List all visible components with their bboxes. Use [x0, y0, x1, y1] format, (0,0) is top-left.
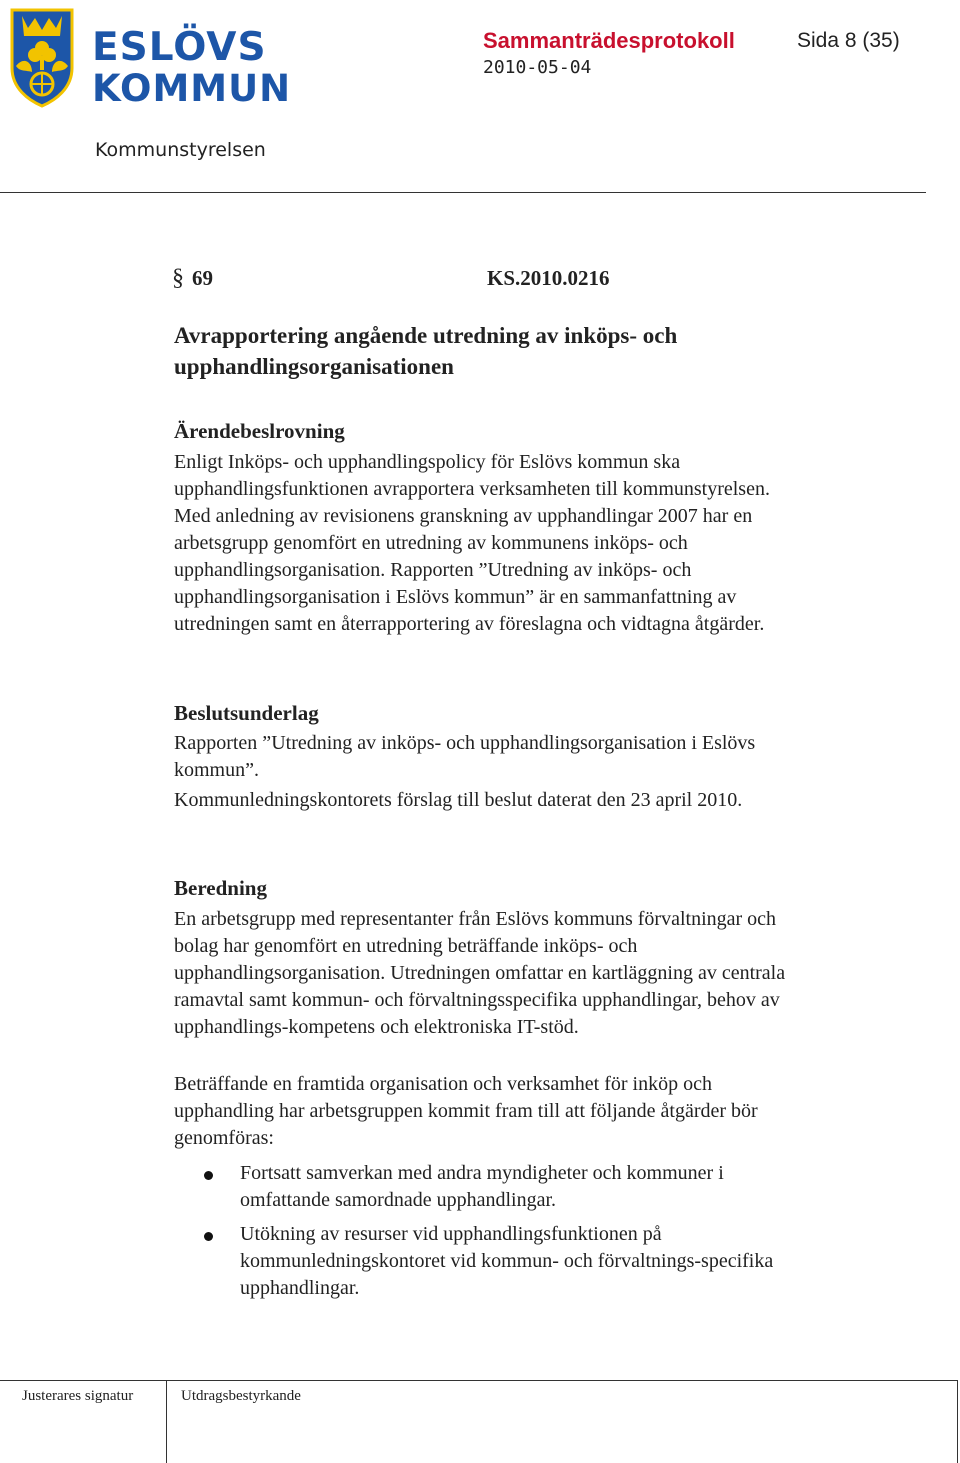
municipal-crest-logo	[8, 6, 76, 108]
decision-basis-heading: Beslutsunderlag	[174, 701, 319, 725]
header-divider	[0, 192, 926, 193]
footer-divider	[0, 1380, 958, 1381]
decision-basis-item-1: Rapporten ”Utredning av inköps- och upphandlingsorganisation i Eslövs kommun”.	[174, 732, 756, 781]
decision-basis-item-2: Kommunledningskontorets förslag till beslut daterat den 23 april 2010.	[174, 789, 743, 811]
footer-right-border	[957, 1380, 958, 1463]
preparation-heading: Beredning	[174, 876, 267, 900]
preparation-paragraph-2: Beträffande en framtida organisation och verksamhet för inköp och upphandling har arbetsgruppen kommit fram till att följande åtgärder bör genomföras:	[174, 1073, 758, 1149]
case-description-text: Enligt Inköps- och upphandlingspolicy för Eslövs kommun ska upphandlingsfunktionen avrapportera verksamheten till kommunstyrelsen. Med anledning av revisionens granskning av upphandlingar 2007 har en arbetsgrupp genomfört en utredning av kommunens inköps- och upphandlingsorganisation. Rapporten ”Utredning av inköps- och upphandlingsorganisation i Eslövs kommun” är en sammanfattning av utredningen samt en återrapportering av föreslagna och vidtagna åtgärder.	[174, 451, 770, 635]
logo-wordmark-line-1: ESLÖVS	[92, 25, 267, 70]
case-number: KS.2010.0216	[487, 266, 610, 290]
signature-field-label: Justerares signatur	[22, 1388, 134, 1404]
bullet-icon	[204, 1232, 213, 1241]
certification-field-label: Utdragsbestyrkande	[181, 1388, 301, 1404]
meeting-date: 2010-05-04	[483, 57, 592, 78]
board-name: Kommunstyrelsen	[95, 139, 266, 161]
case-description-heading: Ärendebeslrovning	[174, 419, 345, 443]
list-item-text: Fortsatt samverkan med andra myndigheter och kommuner i omfattande samordnade upphandlingar.	[240, 1162, 724, 1211]
preparation-paragraph-1: En arbetsgrupp med representanter från Eslövs kommuns förvaltningar och bolag har genomfört en utredning beträffande inköps- och upphandlingsorganisation. Utredningen omfattar en kartläggning av centrala ramavtal samt kommun- och förvaltningsspecifika upphandlingar, behov av upphandlings-kompetens och elektroniska IT-stöd.	[174, 908, 786, 1038]
paragraph-symbol: §	[172, 265, 184, 291]
list-item-text: Utökning av resurser vid upphandlingsfunktionen på kommunledningskontoret vid kommun- och förvaltnings-specifika upphandlingar.	[240, 1223, 774, 1299]
footer-column-divider	[166, 1380, 167, 1463]
bullet-icon	[204, 1171, 213, 1180]
logo-wordmark-line-2: KOMMUN	[92, 67, 292, 110]
document-title: Avrapportering angående utredning av inköps- och upphandlingsorganisationen	[174, 323, 678, 379]
paragraph-number: 69	[192, 266, 213, 290]
protocol-title: Sammanträdesprotokoll	[483, 28, 735, 53]
page-number: Sida 8 (35)	[797, 29, 900, 52]
